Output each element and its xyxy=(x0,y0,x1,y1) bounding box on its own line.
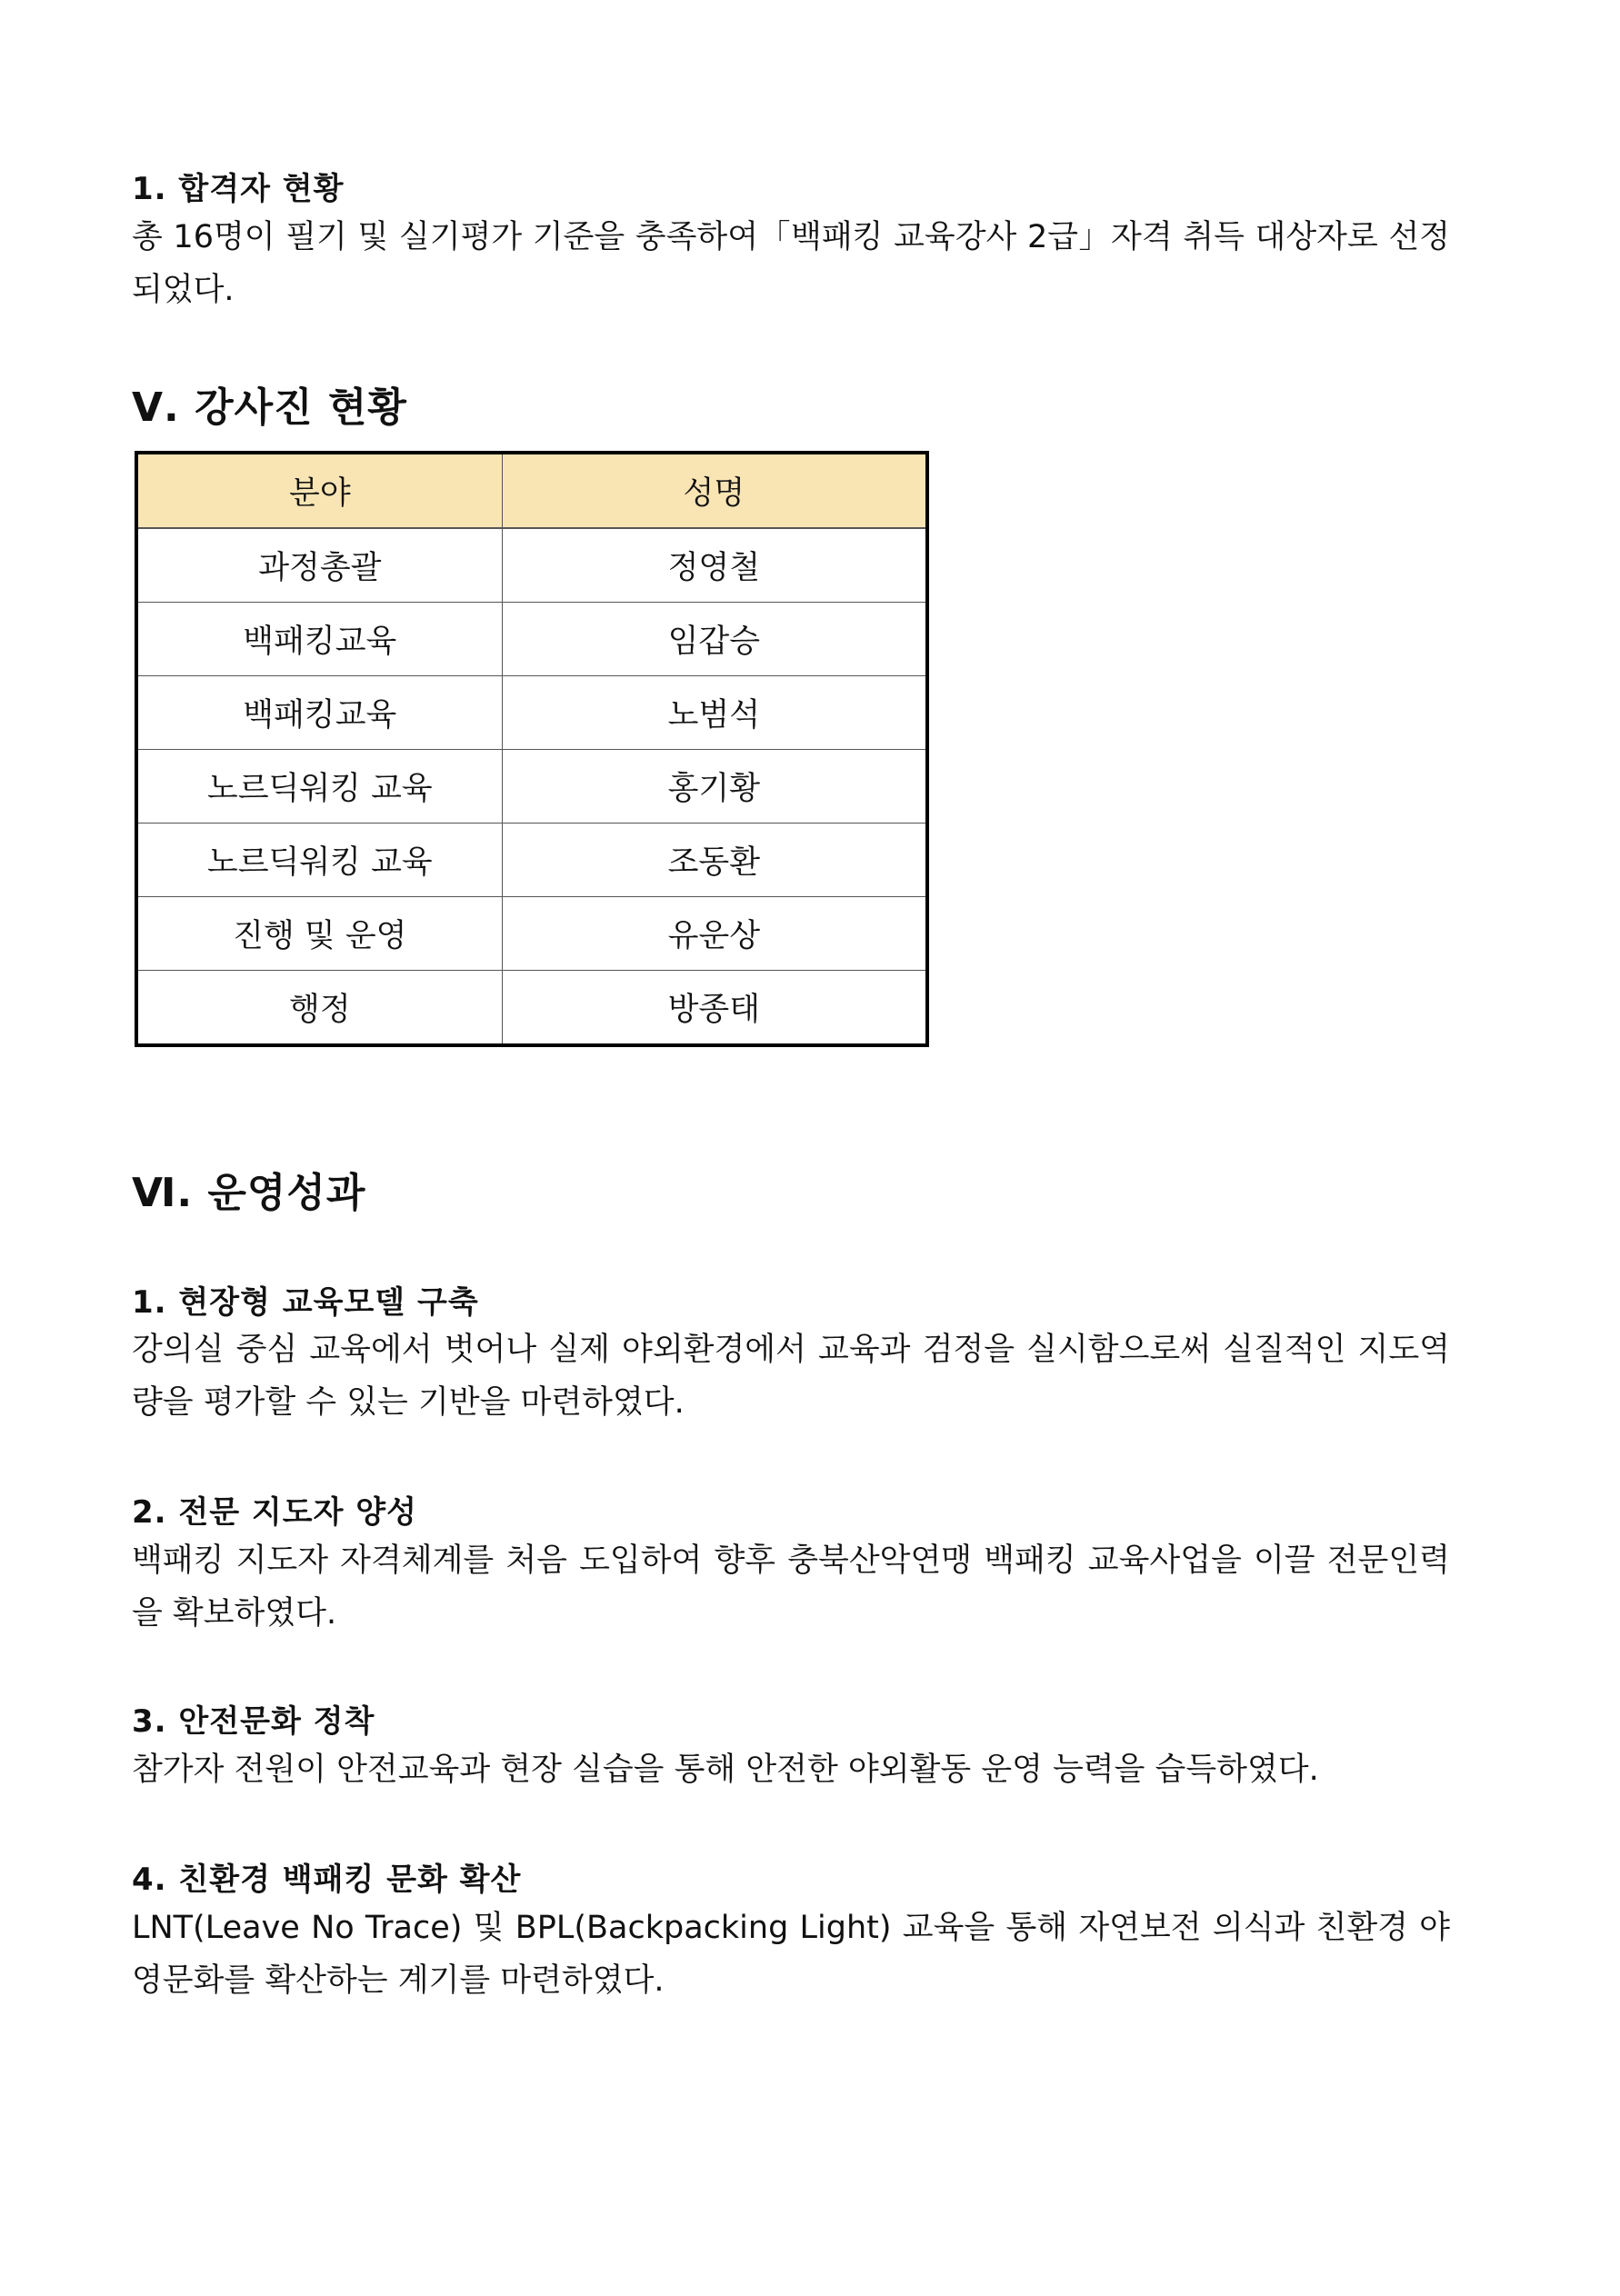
field-cell: 노르딕워킹 교육 xyxy=(136,750,502,824)
passers-heading: 1. 합격자 현황 xyxy=(132,171,345,207)
name-cell: 조동환 xyxy=(502,824,927,897)
table-row xyxy=(136,528,927,603)
name-cell: 정영철 xyxy=(502,528,927,603)
section-6-heading: Ⅵ. 운영성과 xyxy=(132,1170,366,1216)
outcome-2-text: 백패킹 지도자 자격체계를 처음 도입하여 향후 충북산악연맹 백패킹 교육사업을 이끌 전문인력을 확보하였다. xyxy=(132,1542,1450,1632)
outcome-4-heading: 4. 친환경 백패킹 문화 확산 xyxy=(132,1862,522,1898)
name-cell: 방종태 xyxy=(502,971,927,1046)
section-5-heading: Ⅴ. 강사진 현황 xyxy=(132,384,407,431)
outcome-4-text: LNT(Leave No Trace) 및 BPL(Backpacking Light) 교육을 통해 자연보전 의식과 친환경 야영문화를 확산하는 계기를 마련하였다. xyxy=(132,1910,1450,1999)
outcome-3-text: 참가자 전원이 안전교육과 현장 실습을 통해 안전한 야외활동 운영 능력을 습득하였다. xyxy=(132,1752,1319,1788)
field-cell: 노르딕워킹 교육 xyxy=(136,824,502,897)
field-cell: 행정 xyxy=(136,971,502,1046)
outcome-2-heading: 2. 전문 지도자 양성 xyxy=(132,1494,417,1531)
outcome-3-heading: 3. 안전문화 정착 xyxy=(132,1703,375,1740)
column-header-field: 분야 xyxy=(136,453,502,528)
table-row xyxy=(136,971,927,1046)
field-cell: 과정총괄 xyxy=(136,528,502,603)
table-row xyxy=(136,603,927,676)
field-cell: 진행 및 운영 xyxy=(136,897,502,971)
instructor-table xyxy=(135,451,929,1047)
name-cell: 홍기황 xyxy=(502,750,927,824)
field-cell: 백패킹교육 xyxy=(136,676,502,750)
name-cell: 임갑승 xyxy=(502,603,927,676)
name-cell: 유운상 xyxy=(502,897,927,971)
table-header-row xyxy=(136,453,927,528)
name-cell: 노범석 xyxy=(502,676,927,750)
outcome-1-text: 강의실 중심 교육에서 벗어나 실제 야외환경에서 교육과 검정을 실시함으로써 실질적인 지도역량을 평가할 수 있는 기반을 마련하였다. xyxy=(132,1332,1450,1421)
outcome-1-heading: 1. 현장형 교육모델 구축 xyxy=(132,1284,479,1321)
field-cell: 백패킹교육 xyxy=(136,603,502,676)
table-row xyxy=(136,750,927,824)
table-row xyxy=(136,676,927,750)
table-row xyxy=(136,824,927,897)
passers-text: 총 16명이 필기 및 실기평가 기준을 충족하여「백패킹 교육강사 2급」자격 취득 대상자로 선정되었다. xyxy=(132,219,1450,308)
table-row xyxy=(136,897,927,971)
column-header-name: 성명 xyxy=(502,453,927,528)
